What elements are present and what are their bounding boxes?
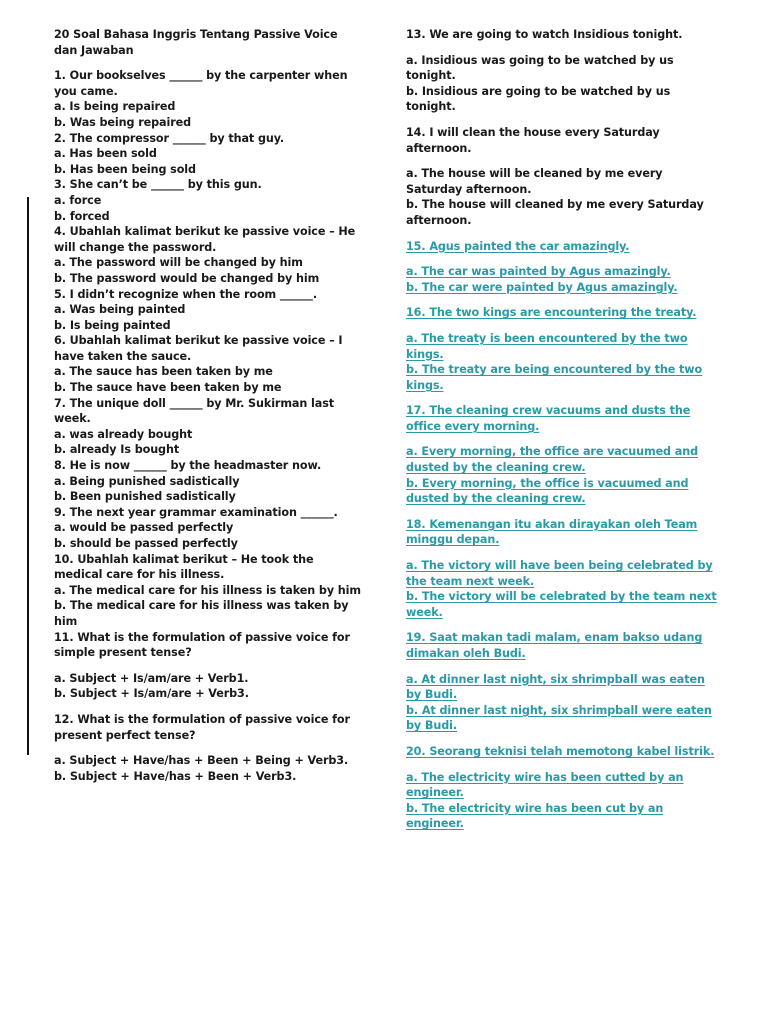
question-text: 14. I will clean the house every Saturday afternoon. bbox=[406, 125, 660, 155]
answer-option: a. Has been sold bbox=[54, 147, 157, 161]
question-list-right bbox=[406, 27, 718, 832]
answer-option: a. was already bought bbox=[54, 427, 193, 441]
question-list-left bbox=[54, 68, 364, 784]
question-text: 3. She can’t be ______ by this gun. bbox=[54, 178, 262, 192]
answer-option: a. Subject + Is/am/are + Verb1. bbox=[54, 671, 249, 685]
answer-option: a. The password will be changed by him bbox=[54, 256, 303, 270]
question-text[interactable]: 18. Kemenangan itu akan dirayakan oleh Team minggu depan. bbox=[406, 517, 698, 547]
answer-option[interactable]: b. The treaty are being encountered by the two kings. bbox=[406, 363, 703, 392]
answer-option: b. The sauce have been taken by me bbox=[54, 381, 282, 395]
answer-option[interactable]: a. Every morning, the office are vacuumed and dusted by the cleaning crew. bbox=[406, 445, 698, 475]
answer-option[interactable]: b. The victory will be celebrated by the team next week. bbox=[406, 590, 717, 619]
answer-option: a. Subject + Have/has + Been + Being + Verb3. bbox=[54, 754, 349, 768]
spacer bbox=[406, 548, 718, 558]
answer-option[interactable]: b. The car were painted by Agus amazingly. bbox=[406, 280, 678, 294]
question-text: 10. Ubahlah kalimat berikut – He took the medical care for his illness. bbox=[54, 552, 314, 582]
answer-option: b. The house will cleaned by me every Saturday afternoon. bbox=[406, 198, 704, 227]
question-text: 5. I didn’t recognize when the room ______. bbox=[54, 287, 318, 301]
answer-option[interactable]: a. The electricity wire has been cutted by an engineer. bbox=[406, 770, 684, 800]
question-text: 6. Ubahlah kalimat berikut ke passive voice – I have taken the sauce. bbox=[54, 334, 343, 363]
right-column bbox=[406, 27, 718, 832]
answer-option[interactable]: a. At dinner last night, six shrimpball was eaten by Budi. bbox=[406, 672, 705, 702]
question-text: 13. We are going to watch Insidious tonight. bbox=[406, 28, 683, 41]
answer-option: b. forced bbox=[54, 209, 110, 223]
spacer bbox=[54, 702, 364, 712]
answer-option: b. Is being painted bbox=[54, 318, 171, 332]
spacer bbox=[406, 115, 718, 125]
question-text: 2. The compressor ______ by that guy. bbox=[54, 131, 285, 145]
answer-option[interactable]: a. The victory will have been being celebrated by the team next week. bbox=[406, 559, 713, 588]
answer-option: b. Was being repaired bbox=[54, 115, 192, 129]
question-text: 1. Our bookselves ______ by the carpenter when you came. bbox=[54, 69, 348, 98]
left-column bbox=[54, 27, 364, 784]
spacer bbox=[54, 743, 364, 753]
spacer bbox=[406, 156, 718, 166]
answer-option: b. Subject + Is/am/are + Verb3. bbox=[54, 687, 249, 701]
answer-option: a. force bbox=[54, 193, 102, 207]
question-text[interactable]: 16. The two kings are encountering the treaty. bbox=[406, 306, 697, 320]
spacer bbox=[406, 254, 718, 264]
answer-option: b. Has been being sold bbox=[54, 162, 196, 176]
spacer bbox=[406, 295, 718, 305]
answer-option: a. The house will be cleaned by me every Saturday afternoon. bbox=[406, 167, 663, 196]
answer-option: b. already Is bought bbox=[54, 443, 180, 457]
question-text: 8. He is now ______ by the headmaster now. bbox=[54, 459, 322, 473]
document-title: 20 Soal Bahasa Inggris Tentang Passive Voice dan Jawaban bbox=[54, 28, 338, 57]
question-text: 7. The unique doll ______ by Mr. Sukirman last week. bbox=[54, 396, 335, 426]
answer-option: b. The password would be changed by him bbox=[54, 271, 320, 285]
answer-option: a. The medical care for his illness is taken by him bbox=[54, 583, 361, 597]
question-text: 12. What is the formulation of passive voice for present perfect tense? bbox=[54, 712, 350, 742]
question-text[interactable]: 17. The cleaning crew vacuums and dusts the office every morning. bbox=[406, 404, 691, 433]
spacer bbox=[406, 229, 718, 239]
answer-option[interactable]: b. Every morning, the office is vacuumed and dusted by the cleaning crew. bbox=[406, 476, 689, 506]
question-text[interactable]: 20. Seorang teknisi telah memotong kabel listrik. bbox=[406, 744, 715, 758]
question-text: 11. What is the formulation of passive voice for simple present tense? bbox=[54, 630, 350, 660]
spacer bbox=[406, 393, 718, 403]
question-text: 4. Ubahlah kalimat berikut ke passive voice – He will change the password. bbox=[54, 225, 356, 254]
spacer bbox=[406, 434, 718, 444]
answer-option[interactable]: a. The car was painted by Agus amazingly. bbox=[406, 265, 671, 279]
answer-option[interactable]: b. At dinner last night, six shrimpball were eaten by Budi. bbox=[406, 703, 712, 733]
answer-option: b. should be passed perfectly bbox=[54, 537, 238, 550]
question-text[interactable]: 15. Agus painted the car amazingly. bbox=[406, 239, 630, 253]
answer-option[interactable]: b. The electricity wire has been cut by an engineer. bbox=[406, 801, 664, 831]
answer-option: a. Is being repaired bbox=[54, 100, 176, 114]
answer-option: b. Subject + Have/has + Been + Verb3. bbox=[54, 769, 297, 783]
answer-option: a. Being punished sadistically bbox=[54, 474, 240, 488]
spacer bbox=[406, 760, 718, 770]
margin-change-bar bbox=[27, 197, 29, 755]
spacer bbox=[406, 43, 718, 53]
spacer bbox=[406, 734, 718, 744]
answer-option: b. The medical care for his illness was taken by him bbox=[54, 599, 349, 628]
spacer bbox=[406, 620, 718, 630]
answer-option[interactable]: a. The treaty is been encountered by the two kings. bbox=[406, 331, 688, 361]
answer-option: a. Was being painted bbox=[54, 303, 186, 317]
answer-option: b. Been punished sadistically bbox=[54, 490, 236, 504]
answer-option: a. would be passed perfectly bbox=[54, 521, 234, 535]
answer-option: a. Insidious was going to be watched by us tonight. bbox=[406, 53, 674, 83]
spacer bbox=[406, 321, 718, 331]
spacer bbox=[54, 661, 364, 671]
spacer bbox=[54, 58, 364, 68]
answer-option: b. Insidious are going to be watched by us tonight. bbox=[406, 84, 671, 114]
spacer bbox=[406, 507, 718, 517]
question-text[interactable]: 19. Saat makan tadi malam, enam bakso udang dimakan oleh Budi. bbox=[406, 631, 703, 660]
spacer bbox=[406, 662, 718, 672]
question-text: 9. The next year grammar examination ______. bbox=[54, 505, 338, 519]
answer-option: a. The sauce has been taken by me bbox=[54, 365, 273, 379]
